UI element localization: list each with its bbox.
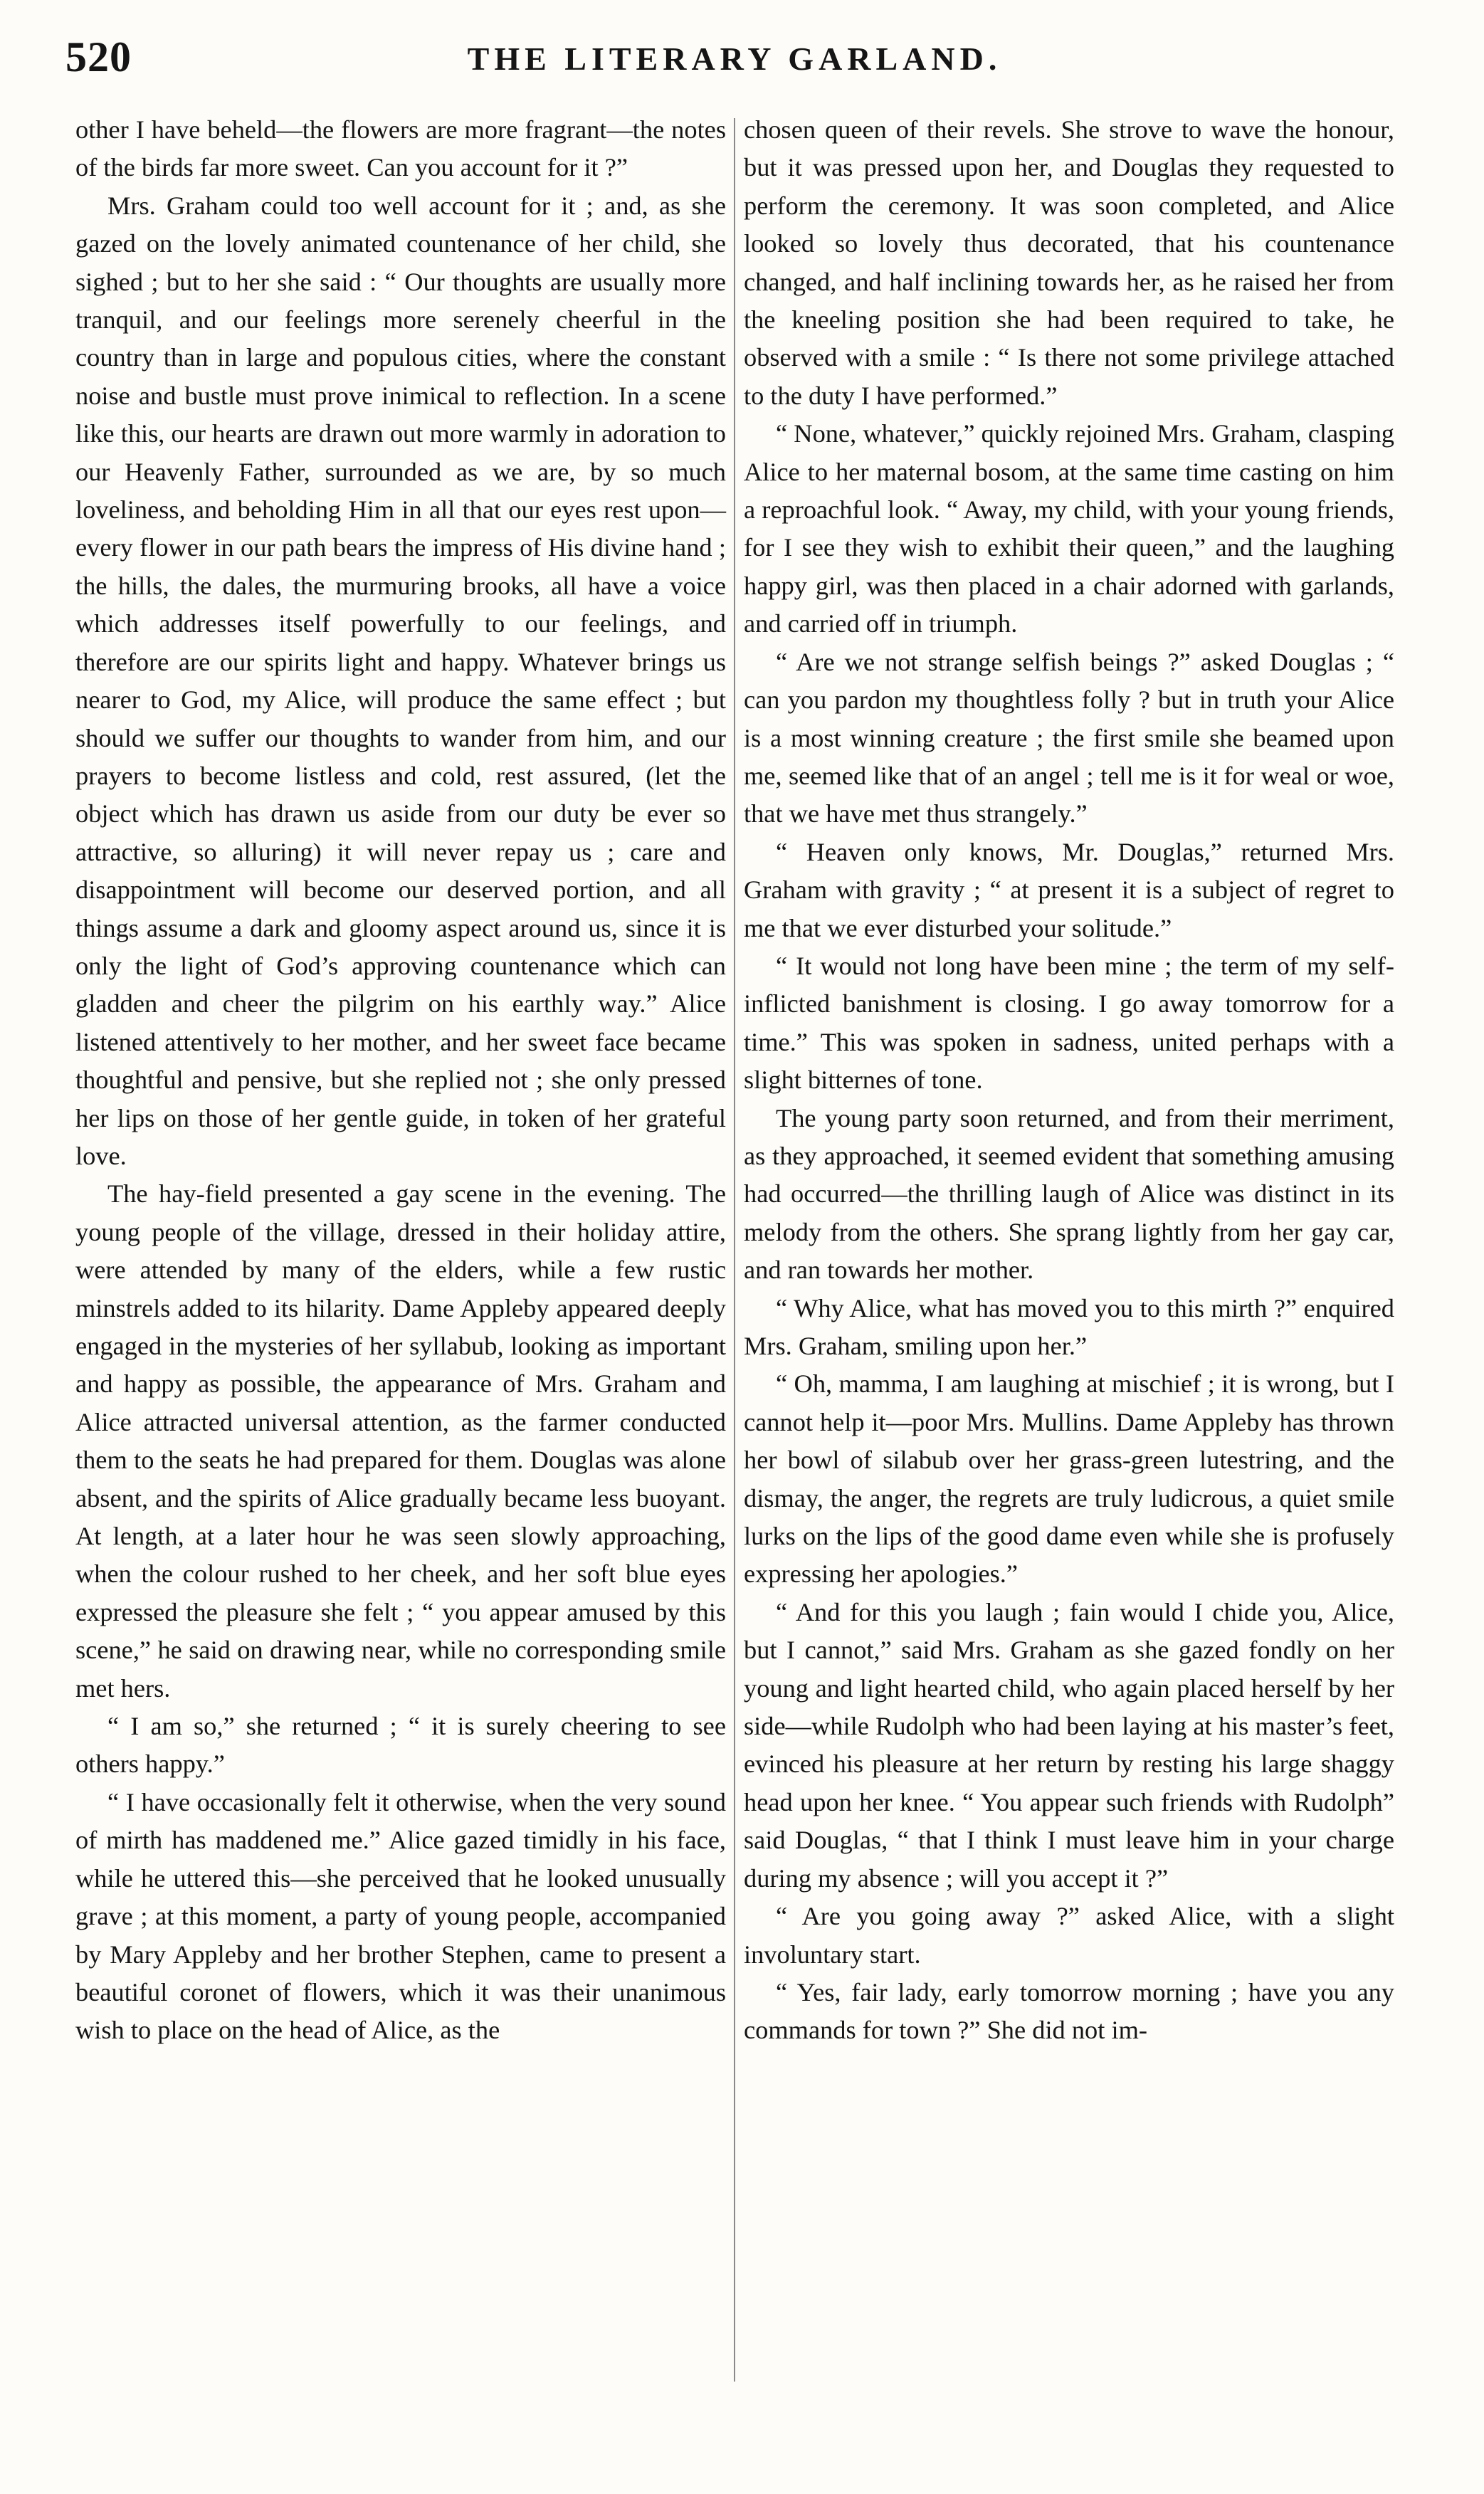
paragraph: “ Oh, mamma, I am laughing at mischief ; it is wrong, but I cannot help it—poor Mrs. Mullins. Dame Appleby has thrown her bowl of silabub over her grass-green lutestring, and the dismay, the anger, the regrets are truly ludicrous, a quiet smile lurks on the lips of the good dame even while she is profusely expressing her apologies.”	[744, 1369, 1394, 1589]
paragraph: The hay-field presented a gay scene in the evening. The young people of the village, dressed in their holiday attire, were attended by many of the elders, while a few rustic minstrels added to its hilarity. Dame Appleby appeared deeply engaged in the mysteries of her syllabub, looking as important and happy as possible, the appearance of Mrs. Graham and Alice attracted universal attention, as the farmer conducted them to the seats he had prepared for them. Douglas was alone absent, and the spirits of Alice gradually became less buoyant. At length, at a later hour he was seen slowly approaching, when the colour rushed to her cheek, and her soft blue eyes expressed the pleasure she felt ; “ you appear amused by this scene,” he said on drawing near, while no corresponding smile met hers.	[75, 1179, 726, 1703]
paragraph: The young party soon returned, and from their merriment, as they approached, it seemed evident that something amusing had occurred—the thrilling laugh of Alice was distinct in its melody from the others. She sprang lightly from her gay car, and ran towards her mother.	[744, 1103, 1394, 1285]
paragraph: “ Yes, fair lady, early tomorrow morning ; have you any commands for town ?” She did not im-	[744, 1977, 1394, 2045]
paragraph: “ Heaven only knows, Mr. Douglas,” returned Mrs. Graham with gravity ; “ at present it is a subject of regret to me that we ever disturbed your solitude.”	[744, 837, 1394, 942]
column-divider	[734, 118, 735, 2382]
paragraph: “ It would not long have been mine ; the term of my self-inflicted banishment is closing. I go away tomorrow for a time.” This was spoken in sadness, united perhaps with a slight bitternes of tone.	[744, 951, 1394, 1095]
paragraph: other I have beheld—the flowers are more fragrant—the notes of the birds far more sweet. Can you account for it ?”	[75, 115, 726, 182]
left-column	[75, 111, 726, 2050]
paragraph: “ I have occasionally felt it otherwise, when the very sound of mirth has maddened me.” Alice gazed timidly in his face, while he uttered this—she perceived that he looked unusually grave ; at this moment, a party of young people, accompanied by Mary Appleby and her brother Stephen, came to present a beautiful coronet of flowers, which it was their unanimous wish to place on the head of Alice, as the	[75, 1787, 726, 2045]
right-column	[744, 111, 1394, 2050]
paragraph: “ I am so,” she returned ; “ it is surely cheering to see others happy.”	[75, 1712, 726, 1779]
running-title: THE LITERARY GARLAND.	[467, 41, 1002, 77]
page-number: 520	[65, 33, 132, 80]
paragraph: “ Why Alice, what has moved you to this mirth ?” enquired Mrs. Graham, smiling upon her.”	[744, 1293, 1394, 1360]
paragraph: “ Are we not strange selfish beings ?” asked Douglas ; “ can you pardon my thoughtless folly ? but in truth your Alice is a most winning creature ; the first smile she beamed upon me, seemed like that of an angel ; tell me is it for weal or woe, that we have met thus strangely.”	[744, 647, 1394, 828]
running-header	[60, 28, 1409, 93]
paragraph: “ Are you going away ?” asked Alice, with a slight involuntary start.	[744, 1902, 1394, 1969]
paragraph: Mrs. Graham could too well account for it ; and, as she gazed on the lovely animated countenance of her child, she sighed ; but to her she said : “ Our thoughts are usually more tranquil, and our feelings more serenely cheerful in the country than in large and populous cities, where the constant noise and bustle must prove inimical to reflection. In a scene like this, our hearts are drawn out more warmly in adoration to our Heavenly Father, surrounded as we are, by so much loveliness, and beholding Him in all that our eyes rest upon—every flower in our path bears the impress of His divine hand ; the hills, the dales, the murmuring brooks, all have a voice which addresses itself powerfully to our feelings, and therefore are our spirits light and happy. Whatever brings us nearer to God, my Alice, will produce the same effect ; but should we suffer our thoughts to wander from him, and our prayers to become listless and cold, rest assured, (let the object which has drawn us aside from our duty be ever so attractive, so alluring) it will never repay us ; care and disappointment will become our deserved portion, and all things assume a dark and gloomy aspect around us, since it is only the light of God’s approving countenance which can gladden and cheer the pilgrim on his earthly way.” Alice listened attentively to her mother, and her sweet face became thoughtful and pensive, but she replied not ; she only pressed her lips on those of her gentle guide, in token of her grateful love.	[75, 191, 726, 1170]
paragraph: chosen queen of their revels. She strove to wave the honour, but it was pressed upon her, and Douglas they requested to perform the ceremony. It was soon completed, and Alice looked so lovely thus decorated, that his countenance changed, and half inclining towards her, as he raised her from the kneeling position she had been required to take, he observed with a smile : “ Is there not some privilege attached to the duty I have performed.”	[744, 115, 1394, 410]
paragraph: “ None, whatever,” quickly rejoined Mrs. Graham, clasping Alice to her maternal bosom, at the same time casting on him a reproachful look. “ Away, my child, with your young friends, for I see they wish to exhibit their queen,” and the laughing happy girl, was then placed in a chair adorned with garlands, and carried off in triumph.	[744, 419, 1394, 638]
paragraph: “ And for this you laugh ; fain would I chide you, Alice, but I cannot,” said Mrs. Graham as she gazed fondly on her young and light hearted child, who again placed herself by her side—while Rudolph who had been laying at his master’s feet, evinced his pleasure at her return by resting his large shaggy head upon her knee. “ You appear such friends with Rudolph” said Douglas, “ that I think I must leave him in your charge during my absence ; will you accept it ?”	[744, 1597, 1394, 1893]
